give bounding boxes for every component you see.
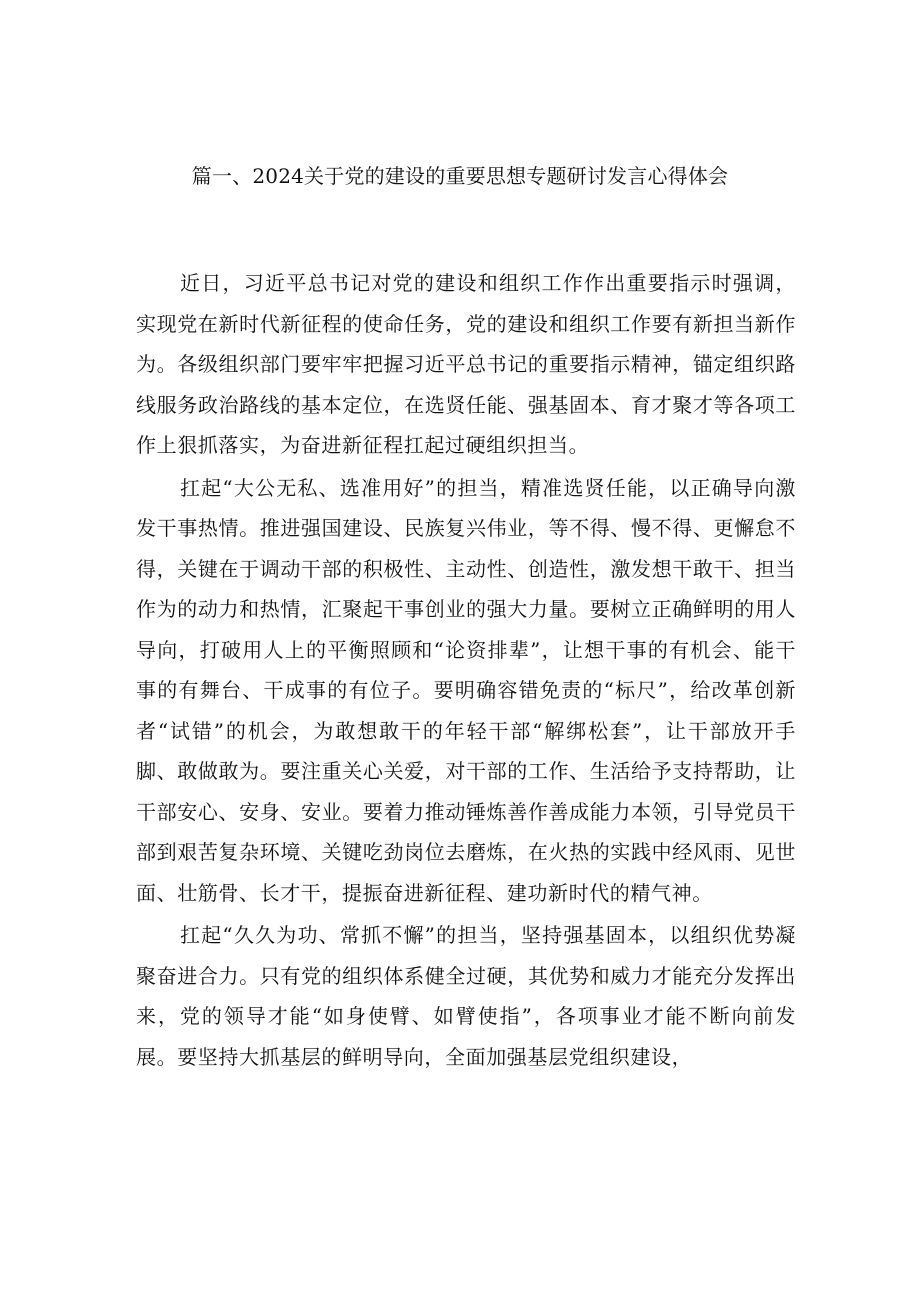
paragraph-3: 扛起“久久为功、常抓不懈”的担当，坚持强基固本，以组织优势凝聚奋进合力。只有党的组织体系健全过硬，其优势和威力才能充分发挥出来，党的领导才能“如身使臂、如臂使指”，各项事业才能不断向前发展。要坚持大抓基层的鲜明导向，全面加强基层党组织建设， (136, 923, 796, 1069)
paragraph-1: 近日，习近平总书记对党的建设和组织工作作出重要指示时强调，实现党在新时代新征程的使命任务，党的建设和组织工作要有新担当新作为。各级组织部门要牢牢把握习近平总书记的重要指示精神，锚定组织路线服务政治路线的基本定位，在选贤任能、强基固本、育才聚才等各项工作上狠抓落实，为奋进新征程扛起过硬组织担当。 (136, 271, 796, 457)
paragraph-2: 扛起“大公无私、选准用好”的担当，精准选贤任能，以正确导向激发干事热情。推进强国建设、民族复兴伟业，等不得、慢不得、更懈怠不得，关键在于调动干部的积极性、主动性、创造性，激发想干敢干、担当作为的动力和热情，汇聚起干事创业的强大力量。要树立正确鲜明的用人导向，打破用人上的平衡照顾和“论资排辈”，让想干事的有机会、能干事的有舞台、干成事的有位子。要明确容错免责的“标尺”，给改革创新者“试错”的机会，为敢想敢干的年轻干部“解绑松套”，让干部放开手脚、敢做敢为。要注重关心关爱，对干部的工作、生活给予支持帮助，让干部安心、安身、安业。要着力推动锤炼善作善成能力本领，引导党员干部到艰苦复杂环境、关键吃劲岗位去磨炼，在火热的实践中经风雨、见世面、壮筋骨、长才干，提振奋进新征程、建功新时代的精气神。 (136, 475, 796, 905)
document-body (136, 263, 796, 1077)
document-title: 篇一、2024关于党的建设的重要思想专题研讨发言心得体会 (191, 164, 729, 188)
